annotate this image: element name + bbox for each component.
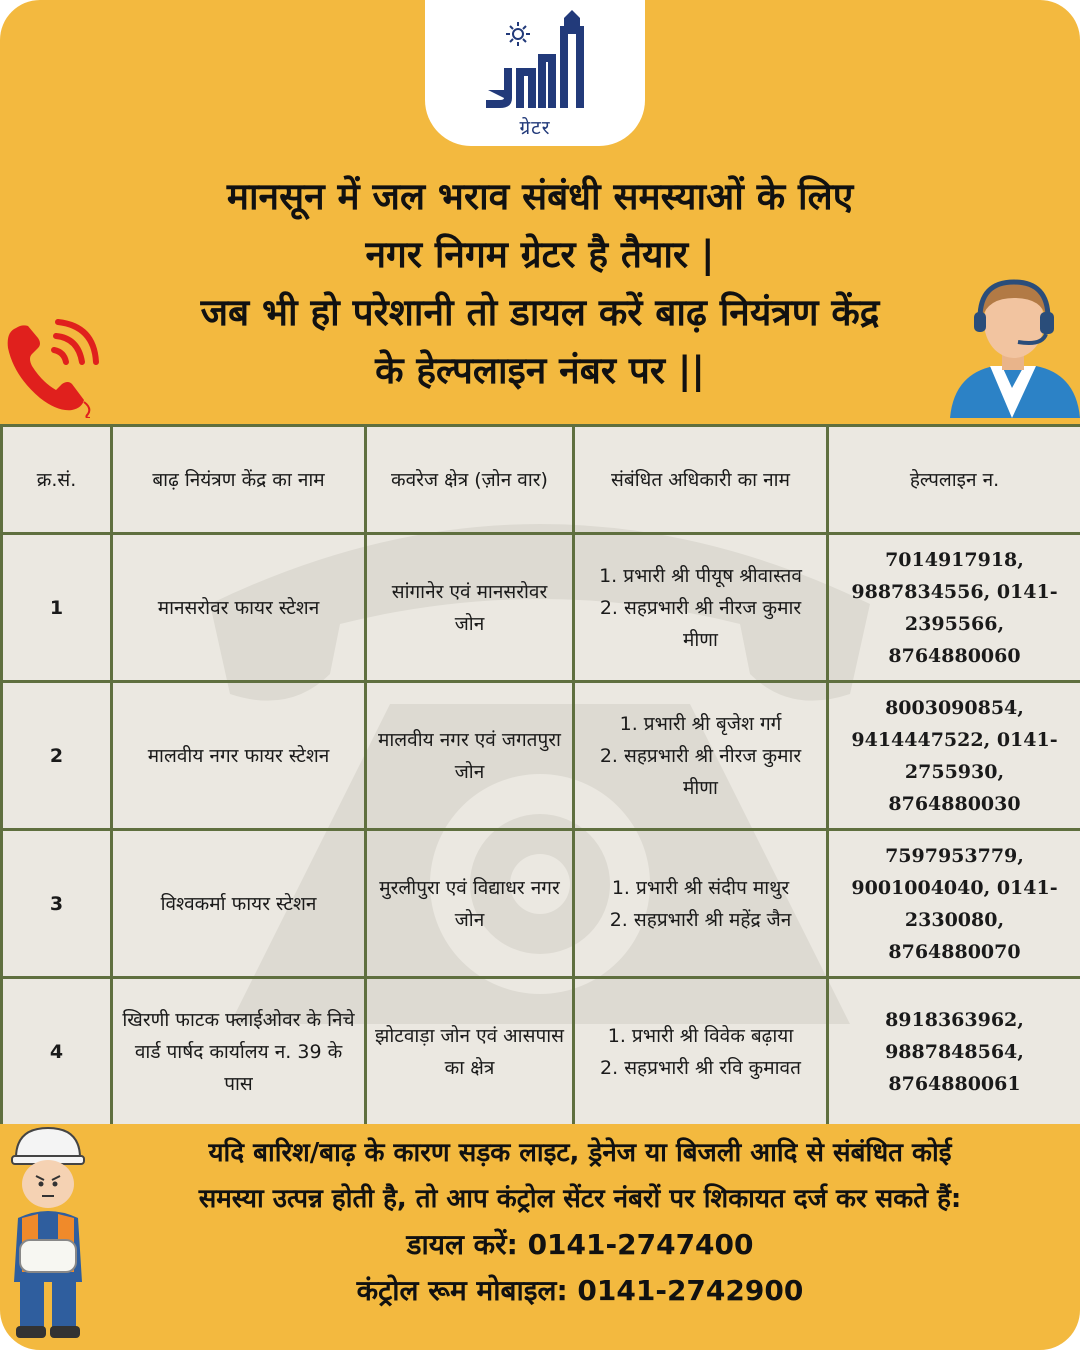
footer-notice bbox=[80, 1130, 1080, 1314]
row-officer bbox=[574, 978, 828, 1125]
header-coverage: कवरेज क्षेत्र (ज़ोन वार) bbox=[366, 426, 574, 534]
table-row bbox=[2, 534, 1080, 682]
row-center: खिरणी फाटक फ्लाईओवर के निचे वार्ड पार्षद कार्यालय न. 39 के पास bbox=[112, 978, 366, 1125]
header-helpline: हेल्पलाइन न. bbox=[828, 426, 1080, 534]
row-coverage: मालवीय नगर एवं जगतपुरा जोन bbox=[366, 682, 574, 830]
row-helpline: 7014917918, 9887834556, 0141-2395566, 8764880060 bbox=[828, 534, 1080, 682]
helpline-table bbox=[0, 424, 1080, 1124]
officer-incharge: 1. प्रभारी श्री पीयूष श्रीवास्तव bbox=[599, 564, 802, 587]
table-row bbox=[2, 830, 1080, 978]
table-row bbox=[2, 682, 1080, 830]
row-coverage: झोटवाड़ा जोन एवं आसपास का क्षेत्र bbox=[366, 978, 574, 1125]
headline bbox=[90, 168, 990, 400]
footer-control-room-mobile: कंट्रोल रूम मोबाइल: 0141-2742900 bbox=[356, 1274, 804, 1307]
logo-emblem-icon bbox=[480, 4, 592, 116]
telephone-icon bbox=[2, 318, 102, 418]
logo-subtitle: ग्रेटर bbox=[519, 117, 551, 139]
officer-incharge: 1. प्रभारी श्री बृजेश गर्ग bbox=[619, 712, 782, 735]
header-officer: संबंधित अधिकारी का नाम bbox=[574, 426, 828, 534]
row-officer bbox=[574, 682, 828, 830]
row-coverage: मुरलीपुरा एवं विद्याधर नगर जोन bbox=[366, 830, 574, 978]
row-center: मानसरोवर फायर स्टेशन bbox=[112, 534, 366, 682]
headline-line-1: मानसून में जल भराव संबंधी समस्याओं के लिए bbox=[226, 175, 854, 218]
helpline-table-container bbox=[0, 424, 1080, 1124]
row-officer bbox=[574, 534, 828, 682]
row-helpline: 8003090854, 9414447522, 0141-2755930, 8764880030 bbox=[828, 682, 1080, 830]
row-helpline: 7597953779, 9001004040, 0141-2330080, 8764880070 bbox=[828, 830, 1080, 978]
officer-co-incharge: 2. सहप्रभारी श्री नीरज कुमार मीणा bbox=[599, 744, 802, 799]
officer-incharge: 1. प्रभारी श्री विवेक बढ़ाया bbox=[607, 1024, 794, 1047]
table-header-row bbox=[2, 426, 1080, 534]
footer-dial-number: डायल करें: 0141-2747400 bbox=[406, 1228, 754, 1261]
construction-worker-icon bbox=[8, 1122, 88, 1342]
footer-line-2: समस्या उत्पन्न होती है, तो आप कंट्रोल सेंटर नंबरों पर शिकायत दर्ज कर सकते हैं: bbox=[198, 1184, 962, 1214]
row-helpline: 8918363962, 9887848564, 8764880061 bbox=[828, 978, 1080, 1125]
row-sno: 1 bbox=[2, 534, 112, 682]
officer-co-incharge: 2. सहप्रभारी श्री महेंद्र जैन bbox=[609, 908, 792, 931]
officer-incharge: 1. प्रभारी श्री संदीप माथुर bbox=[611, 876, 790, 899]
row-sno: 4 bbox=[2, 978, 112, 1125]
row-officer bbox=[574, 830, 828, 978]
headline-line-2: नगर निगम ग्रेटर है तैयार | bbox=[365, 233, 715, 276]
logo-tab bbox=[425, 0, 645, 146]
headline-line-4: के हेल्पलाइन नंबर पर || bbox=[375, 349, 705, 392]
headline-line-3: जब भी हो परेशानी तो डायल करें बाढ़ नियंत्रण केंद्र bbox=[200, 291, 880, 334]
row-sno: 3 bbox=[2, 830, 112, 978]
row-sno: 2 bbox=[2, 682, 112, 830]
footer-line-1: यदि बारिश/बाढ़ के कारण सड़क लाइट, ड्रेनेज या बिजली आदि से संबंधित कोई bbox=[208, 1138, 952, 1168]
header-sno: क्र.सं. bbox=[2, 426, 112, 534]
row-center: मालवीय नगर फायर स्टेशन bbox=[112, 682, 366, 830]
header-center: बाढ़ नियंत्रण केंद्र का नाम bbox=[112, 426, 366, 534]
officer-co-incharge: 2. सहप्रभारी श्री रवि कुमावत bbox=[600, 1056, 801, 1079]
call-center-agent-icon bbox=[946, 268, 1080, 418]
table-row bbox=[2, 978, 1080, 1125]
row-coverage: सांगानेर एवं मानसरोवर जोन bbox=[366, 534, 574, 682]
row-center: विश्वकर्मा फायर स्टेशन bbox=[112, 830, 366, 978]
officer-co-incharge: 2. सहप्रभारी श्री नीरज कुमार मीणा bbox=[599, 596, 802, 651]
